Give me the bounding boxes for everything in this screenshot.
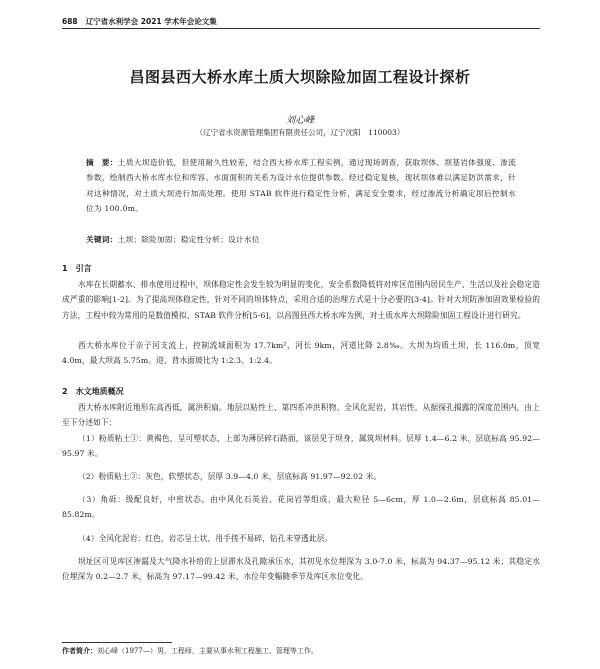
intro-paragraph-1: 水库在长期蓄水、排水使用过程中，坝体稳定性会发生较为明显的变化，安全系数降低将对库区范围内居民生产、生活以及社会稳定造成严重的影响[1-2]。为了提高坝体稳定性，针对不同的坝体特点，采用合适的治理方式是十分必要的[3-4]。针对大坝防渗加固效果检验的方法，工程中较为常用的是数值模拟、STAB 软件分析[5-6]，以昌图县西大桥水库为例，对土质水库大坝除险加固工程设计进行研究。 <box>62 280 540 320</box>
author-footnote <box>62 646 318 656</box>
section-heading-hydrogeology: 2 水文地质概况 <box>62 387 124 396</box>
keywords <box>86 234 516 245</box>
abstract <box>86 155 516 217</box>
paper-title: 昌图县西大桥水库土质大坝除险加固工程设计探析 <box>129 68 471 86</box>
footnote-text: 刘心峰（1977—）男，工程师，主要从事水利工程施工、管理等工作。 <box>97 647 318 655</box>
footnote-rule <box>62 642 172 643</box>
abstract-label: 摘 要： <box>86 158 118 167</box>
intro-paragraph-2: 西大桥水库位于亲子河支流上，控制流域面积为 17.7km²，河长 9km，河道比降 2.8‰。大坝为均质土坝，长 116.0m，顶宽 4.0m，最大坝高 5.75m。迎、背水面坡比为 1:2.3、1:2.4。 <box>62 341 540 366</box>
geo-paragraph-4: （3）角砾：级配良好，中密状态，由中风化石英岩、花岗岩等组成，最大粒径 5—6cm，厚 1.0—2.6m，层底标高 85.01—85.82m。 <box>62 495 540 520</box>
author-affiliation: （辽宁省水资源管理集团有限责任公司，辽宁沈阳 110003） <box>195 128 405 137</box>
keywords-text: 土坝；除险加固；稳定性分析；设计水位 <box>117 235 260 244</box>
section-heading-introduction: 1 引言 <box>62 264 92 273</box>
geo-paragraph-6: 坝址区可见库区渗漏及大气降水补给的上层滞水及孔隙承压水，其初见水位埋深为 3.0-7.0 米，标高为 94.37—95.12 米；其稳定水位埋深为 0.2—2.7 米，标高为 97.17—99.42 米，水位年变幅随季节及库区水位变化。 <box>62 557 540 582</box>
keywords-label: 关键词： <box>86 235 118 244</box>
geo-paragraph-2: （1）粉质粘土①：黄褐色，呈可塑状态，上部为薄层碎石路面，该层见于坝身，属筑坝材料。层厚 1.4—6.2 米，层底标高 95.92—95.97 米。 <box>62 434 540 459</box>
journal-name: 辽宁省水利学会 2021 学术年会论文集 <box>85 16 217 26</box>
geo-paragraph-1: 西大桥水库附近地形东高西低，属洪积扇。地层以粘性土、第四系冲洪积物、全风化泥岩，其岩性，从据探孔揭露的深度范围内，由上至下分述如下： <box>62 403 540 428</box>
author-name: 刘心峰 <box>285 115 315 126</box>
running-header <box>62 14 540 29</box>
geo-paragraph-5: （4）全风化泥岩：红色，岩芯呈土状，用手搓不易碎，钻孔未穿透此层。 <box>78 534 333 543</box>
abstract-text: 土质大坝造价低，但使用耐久性较差，结合西大桥水库工程实例，通过现场调查，获取坝体、坝基岩体强度、渗流参数，绘制西大桥水库水位和库容、水面面积的关系为设计水位提供参数。经过稳定复核，现状坝体难以满足防洪需求，针对这种情况，对土质大坝进行加高处理。使用 STAB 软件进行稳定性分析，满足安全要求，经过渗流分析确定坝后控制水位为 100.0m。 <box>86 158 516 214</box>
geo-paragraph-3: （2）粉质粘土②：灰色，软塑状态，层厚 3.9—4.0 米，层底标高 91.97—92.02 米。 <box>78 472 382 481</box>
footnote-label: 作者简介： <box>62 647 97 655</box>
page-number: 688 <box>62 16 78 26</box>
